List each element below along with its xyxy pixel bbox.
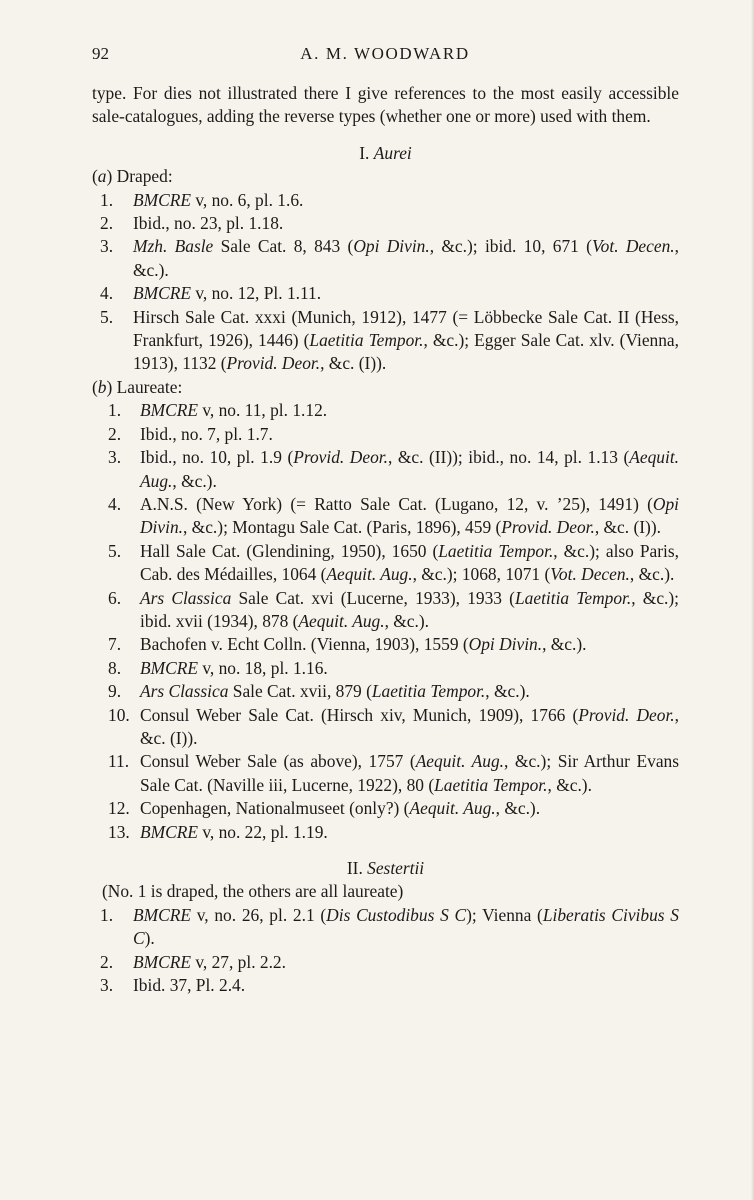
text-run: v, no. 22, pl. 1.19. (197, 821, 328, 842)
text-run: Sale Cat. 8, 843 ( (213, 236, 354, 257)
text-run: (No. 1 is draped, the others are all laureate) (102, 881, 404, 902)
text-run: , &c.); Egger Sale Cat. xlv. (Vienna, 1913), 1132 ( (133, 330, 679, 374)
running-head: A. M. WOODWARD (300, 44, 470, 63)
list-item (92, 680, 679, 703)
italic-run: BMCRE (133, 283, 191, 304)
text-run: v, no. 18, pl. 1.16. (197, 657, 328, 678)
list-item (92, 951, 679, 974)
text-run: , &c. (II)); ibid., no. 14, pl. 1.13 ( (387, 447, 630, 468)
text-run: Hirsch Sale Cat. xxxi (Munich, 1912), 1477 (= Löbbecke Sale Cat. II (Hess, Frankfurt, 1926), 1446) ( (133, 306, 679, 351)
list-item (92, 587, 679, 634)
list-item (92, 657, 679, 680)
italic-run: Laetitia Tempor. (371, 681, 486, 702)
list-item (92, 540, 679, 587)
item-number: 1. (108, 400, 122, 421)
item-number: 2. (100, 951, 114, 972)
italic-run: Opi Divin. (353, 236, 430, 257)
text-run: ( (92, 166, 98, 187)
group-label (92, 880, 679, 903)
item-number: 4. (108, 493, 122, 514)
text-run: , &c. (I)). (140, 704, 679, 748)
item-number: 12. (108, 798, 130, 819)
italic-run: BMCRE (140, 821, 198, 842)
text-run: , &c.). (384, 610, 430, 631)
item-number: 5. (108, 540, 122, 561)
list-item (92, 974, 679, 997)
text-run: , &c.); ibid. xvii (1934), 878 ( (140, 587, 680, 631)
group-label (92, 376, 679, 399)
text-run: , &c.); 1068, 1071 ( (412, 564, 551, 585)
list-item (92, 235, 679, 282)
text-run: , &c.); Sir Arthur Evans Sale Cat. (Naville iii, Lucerne, 1922), 80 ( (140, 751, 679, 795)
italic-run: Aurei (373, 142, 412, 163)
italic-run: Opi Divin. (140, 493, 679, 538)
text-run: v, no. 26, pl. 2.1 ( (190, 904, 327, 925)
text-run: , &c.). (133, 236, 679, 280)
italic-run: Aequit. Aug. (326, 564, 413, 585)
list-item (92, 633, 679, 656)
list-item (92, 306, 679, 376)
list-item (92, 399, 679, 422)
text-run: Ibid. 37, Pl. 2.4. (133, 975, 246, 996)
text-run: II. (346, 858, 368, 878)
text-run: Hall Sale Cat. (Glendining, 1950), 1650 ( (140, 540, 439, 561)
text-run: Ibid., no. 23, pl. 1.18. (133, 213, 284, 234)
italic-run: Liberatis Civibus S C (133, 904, 679, 949)
section-heading (92, 857, 679, 880)
item-number: 2. (108, 423, 122, 444)
text-run: v, 27, pl. 2.2. (190, 951, 286, 972)
text-run: , &c.); ibid. 10, 671 ( (429, 236, 592, 257)
text-run: Sale Cat. xvii, 879 ( (228, 681, 372, 702)
italic-run: Laetitia Tempor. (438, 540, 554, 561)
item-number: 1. (100, 189, 114, 210)
list-item (92, 704, 679, 751)
italic-run: Provid. Deor. (501, 517, 595, 538)
item-number: 10. (108, 704, 130, 725)
text-run: , &c.). (629, 564, 675, 585)
list-item (92, 446, 679, 493)
text-run: ) Draped: (106, 166, 173, 187)
list-item (92, 282, 679, 305)
text-run: Ibid., no. 7, pl. 1.7. (140, 423, 273, 444)
italic-run: Mzh. Basle (133, 236, 214, 257)
text-run: v, no. 6, pl. 1.6. (190, 189, 304, 210)
italic-run: BMCRE (133, 189, 191, 210)
text-run: ) Laureate: (106, 376, 183, 397)
italic-run: Aequit. Aug. (140, 447, 680, 491)
list-item (92, 493, 679, 540)
text-run: Bachofen v. Echt Colln. (Vienna, 1903), 1559 ( (140, 634, 469, 655)
italic-run: Aequit. Aug. (409, 798, 496, 819)
text-run: ( (92, 376, 98, 397)
text-run: , &c. (I)). (594, 517, 661, 538)
text-run: Consul Weber Sale Cat. (Hirsch xiv, Munich, 1909), 1766 ( (140, 704, 579, 725)
italic-run: BMCRE (133, 951, 191, 972)
italic-run: Laetitia Tempor. (514, 587, 632, 608)
italic-run: Laetitia Tempor. (309, 330, 424, 351)
italic-run: BMCRE (140, 657, 198, 678)
text-run: , &c.). (172, 470, 217, 491)
text-run: , &c.); also Paris, Cab. des Médailles, 1064 ( (140, 540, 679, 585)
text-run: v, no. 12, Pl. 1.11. (190, 283, 322, 304)
text-run: , &c.). (542, 634, 587, 655)
item-number: 4. (100, 283, 114, 304)
page-number: 92 (92, 44, 109, 63)
item-number: 2. (100, 213, 114, 234)
list-item (92, 821, 679, 844)
list-item (92, 750, 679, 797)
item-number: 3. (100, 975, 114, 996)
item-number: 3. (100, 236, 114, 257)
item-number: 3. (108, 447, 122, 468)
item-number: 8. (108, 657, 122, 678)
text-run: v, no. 11, pl. 1.12. (197, 400, 328, 421)
italic-run: Vot. Decen. (591, 236, 675, 257)
text-run: Copenhagen, Nationalmuseet (only?) ( (140, 798, 410, 819)
text-run: ); Vienna ( (466, 904, 543, 925)
text-run: Sale Cat. xvi (Lucerne, 1933), 1933 ( (231, 587, 515, 608)
text-run: , &c.). (547, 774, 592, 795)
italic-run: BMCRE (140, 400, 198, 421)
list-item (92, 189, 679, 212)
italic-run: Aequit. Aug. (298, 610, 385, 631)
text-run: , &c.). (495, 798, 541, 819)
list-item (92, 904, 679, 951)
text-run: , &c.); Montagu Sale Cat. (Paris, 1896), 459 ( (182, 517, 502, 538)
text-run: , &c.). (485, 681, 530, 702)
intro-paragraph: type. For dies not illustrated there I give references to the most easily accessible sale-catalogues, adding the reverse types (whether one or more) used with them. (92, 83, 679, 127)
item-number: 5. (100, 306, 114, 327)
italic-run: Aequit. Aug. (415, 751, 505, 772)
section-heading (92, 142, 679, 165)
italic-run: Laetitia Tempor. (434, 774, 548, 795)
item-number: 7. (108, 634, 122, 655)
item-number: 13. (108, 821, 130, 842)
list-item (92, 212, 679, 235)
item-number: 6. (108, 587, 122, 608)
text-run: A.N.S. (New York) (= Ratto Sale Cat. (Lugano, 12, v. ’25), 1491) ( (140, 493, 653, 514)
list-item (92, 797, 679, 820)
page-body (92, 82, 679, 997)
text-run: Ibid., no. 10, pl. 1.9 ( (140, 447, 294, 468)
text-run: I. (359, 142, 374, 163)
text-run: Consul Weber Sale (as above), 1757 ( (140, 751, 416, 772)
italic-run: Vot. Decen. (550, 564, 630, 585)
item-number: 9. (108, 681, 122, 702)
text-run: ). (144, 928, 155, 949)
italic-run: Ars Classica (140, 681, 229, 702)
text-run: , &c. (I)). (320, 353, 387, 374)
page-header (92, 44, 678, 68)
italic-run: Ars Classica (140, 587, 232, 608)
italic-run: BMCRE (133, 904, 191, 925)
italic-run: b (97, 376, 107, 397)
italic-run: Opi Divin. (468, 634, 543, 655)
italic-run: a (97, 166, 107, 187)
italic-run: Dis Custodibus S C (326, 904, 467, 925)
italic-run: Provid. Deor. (578, 704, 675, 725)
item-number: 11. (108, 751, 130, 772)
italic-run: Provid. Deor. (293, 447, 388, 468)
italic-run: Sestertii (367, 858, 425, 878)
item-number: 1. (100, 904, 114, 925)
list-item (92, 423, 679, 446)
group-label (92, 165, 679, 188)
italic-run: Provid. Deor. (226, 353, 321, 374)
